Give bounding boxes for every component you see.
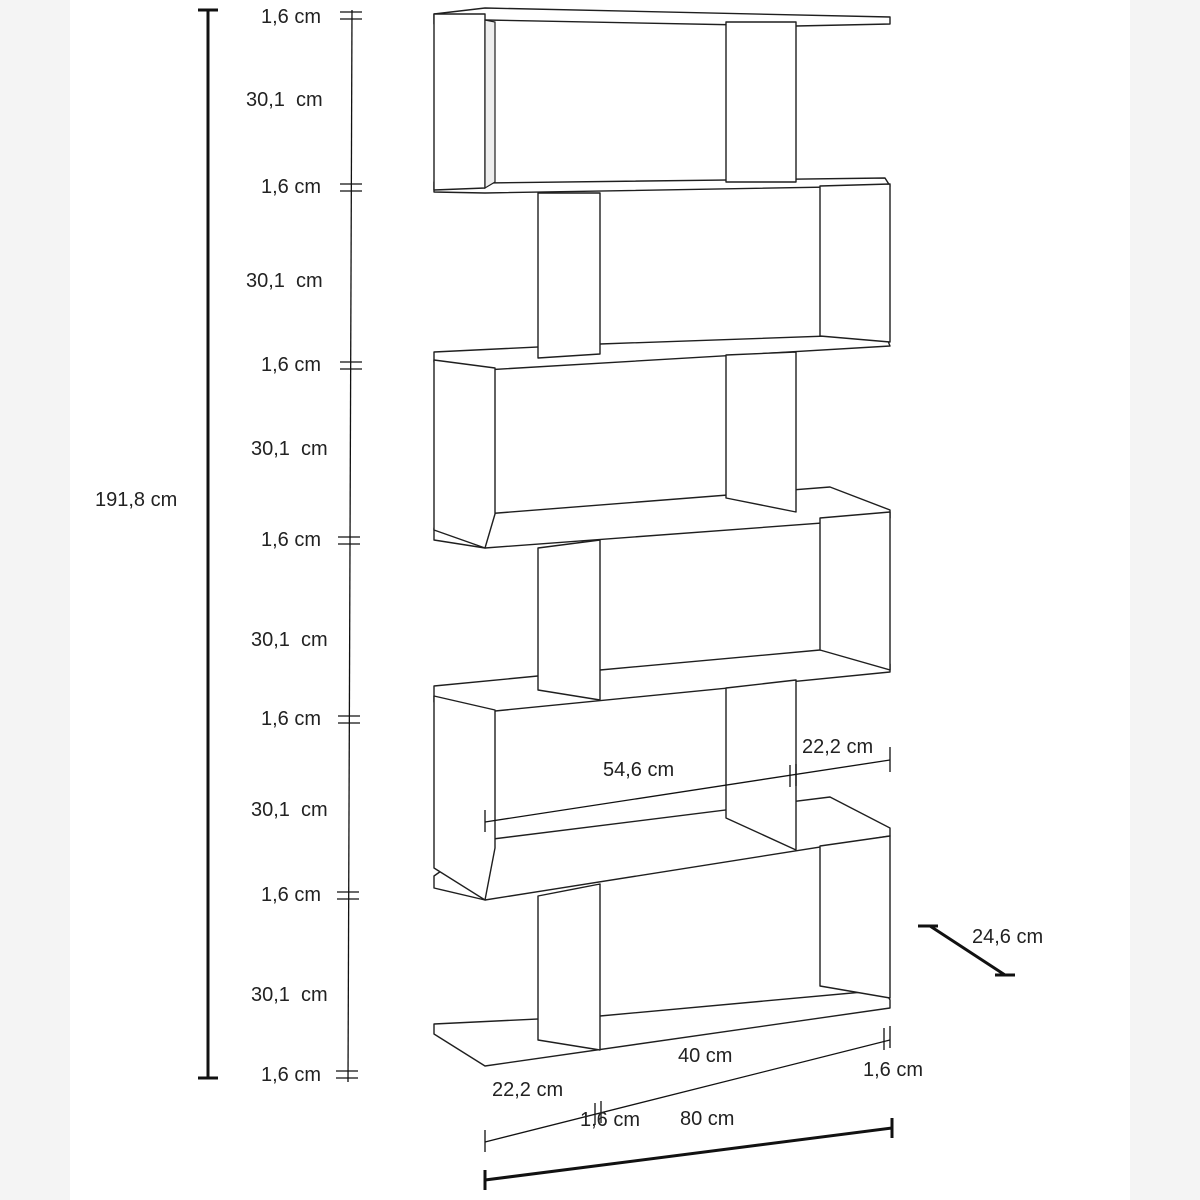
right-panel-tier2	[820, 184, 890, 342]
compartment-height-label: 30,1 cm	[251, 438, 328, 460]
compartment-height-label: 30,1 cm	[251, 629, 328, 651]
shelf-board-3	[434, 334, 890, 370]
diagram-canvas	[70, 0, 1130, 1200]
right-panel-tier6	[820, 836, 890, 998]
divider-tier6	[538, 884, 600, 1050]
height-labels	[95, 6, 328, 1086]
segment-dimension-line	[348, 10, 352, 1082]
total-height-label: 191,8 cm	[95, 489, 178, 511]
board-thickness-label: 1,6 cm	[261, 708, 322, 730]
board-thickness-label: 1,6 cm	[261, 529, 322, 551]
left-panel-tier1	[434, 14, 485, 190]
depth-label: 24,6 cm	[972, 926, 1044, 948]
divider-tier1-side	[485, 20, 495, 188]
overall-width-label: 80 cm	[680, 1108, 735, 1130]
compartment-height-label: 30,1 cm	[251, 984, 328, 1006]
bottom-40-width-label: 40 cm	[678, 1045, 733, 1067]
divider-tier1	[726, 22, 796, 182]
divider-tier4	[538, 540, 600, 700]
divider-tier2	[538, 193, 600, 358]
inner-wide-width-label: 54,6 cm	[603, 759, 675, 781]
board-thickness-label: 1,6 cm	[261, 354, 322, 376]
bottom-left-width-label: 22,2 cm	[492, 1079, 564, 1101]
compartment-height-label: 30,1 cm	[251, 799, 328, 821]
shelf-board-top	[434, 8, 890, 26]
inner-narrow-width-label: 22,2 cm	[802, 736, 874, 758]
left-panel-tier3	[434, 360, 495, 548]
bookshelf-drawing	[70, 0, 1130, 1200]
right-panel-tier4	[820, 512, 890, 670]
compartment-height-label: 30,1 cm	[246, 270, 323, 292]
shelf-board-bottom	[434, 990, 890, 1066]
shelf-board-5	[434, 650, 890, 712]
bottom-right-board-label: 1,6 cm	[863, 1059, 924, 1081]
overall-width-dimension-line	[485, 1128, 892, 1180]
board-thickness-label: 1,6 cm	[261, 176, 322, 198]
left-panel-tier5	[434, 696, 495, 900]
board-thickness-label: 1,6 cm	[261, 884, 322, 906]
divider-tier3	[726, 352, 796, 512]
board-thickness-label: 1,6 cm	[261, 6, 322, 28]
board-thickness-label: 1,6 cm	[261, 1064, 322, 1086]
compartment-height-label: 30,1 cm	[246, 89, 323, 111]
bottom-divider-thickness-label: 1,6 cm	[580, 1109, 641, 1131]
